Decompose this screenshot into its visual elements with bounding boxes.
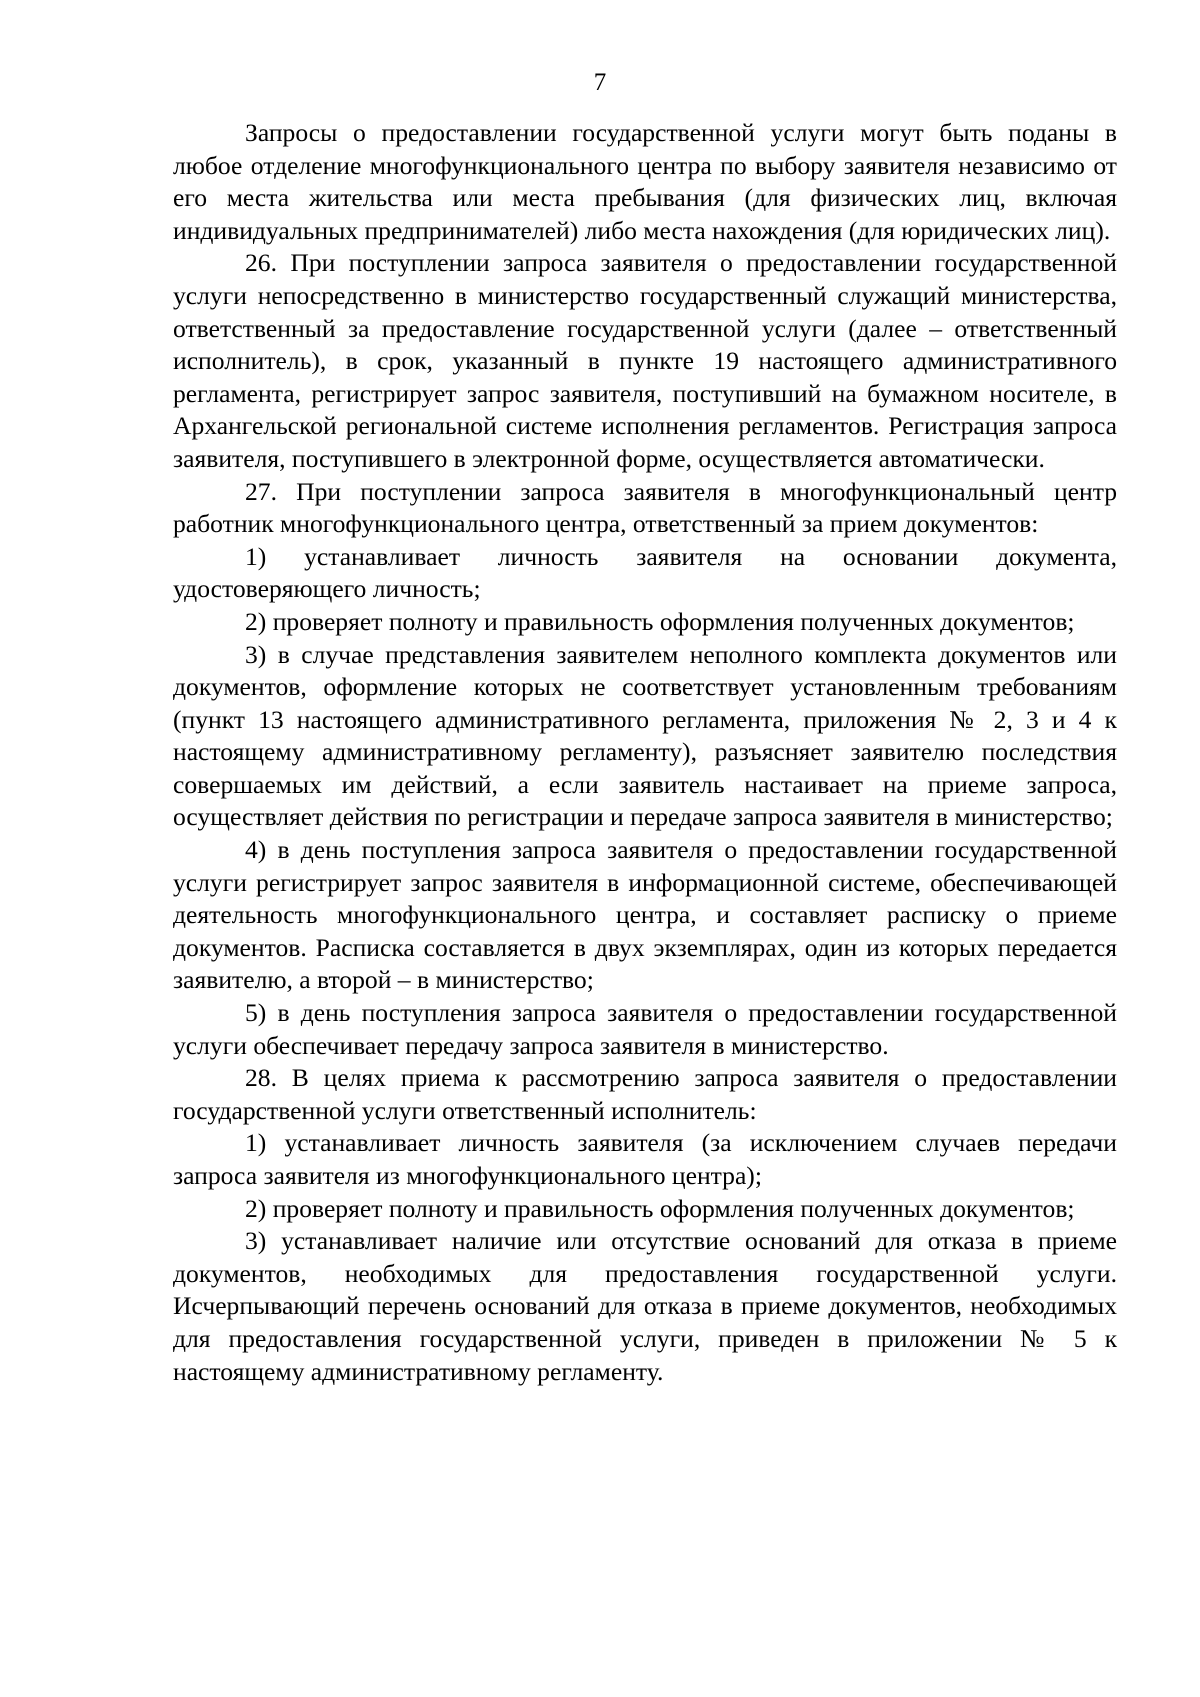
paragraph-27-item-2: 2) проверяет полноту и правильность оформления полученных документов;: [245, 606, 1075, 636]
paragraph-27-item-3: 3) в случае представления заявителем неполного комплекта документов или документов, оформление которых не соответствует установленным требованиям (пункт 13 настоящего административного регламента, приложения № 2, 3 и 4 к настоящему административному регламенту), разъясняет заявителю последствия совершаемых им действий, а если заявитель настаивает на приеме запроса, осуществляет действия по регистрации и передаче запроса заявителя в министерство;: [173, 639, 1117, 832]
paragraph-27-item-4: 4) в день поступления запроса заявителя о предоставлении государственной услуги регистрирует запрос заявителя в информационной системе, обеспечивающей деятельность многофункционального центра, и составляет расписку о приеме документов. Расписка составляется в двух экземплярах, один из которых передается заявителю, а второй – в министерство;: [173, 835, 1117, 995]
document-body: [173, 117, 1117, 1388]
paragraph-26: 26. При поступлении запроса заявителя о предоставлении государственной услуги непосредственно в министерство государственный служащий министерства, ответственный за предоставление государственной услуги (далее – ответственный исполнитель), в срок, указанный в пункте 19 настоящего административного регламента, регистрирует запрос заявителя, поступивший на бумажном носителе, в Архангельской региональной системе исполнения регламентов. Регистрация запроса заявителя, поступившего в электронной форме, осуществляется автоматически.: [173, 248, 1117, 473]
paragraph-28: 28. В целях приема к рассмотрению запроса заявителя о предоставлении государственной услуги ответственный исполнитель:: [173, 1063, 1117, 1125]
paragraph-27-item-1: 1) устанавливает личность заявителя на основании документа, удостоверяющего личность;: [173, 541, 1117, 604]
paragraph-28-item-3: 3) устанавливает наличие или отсутствие оснований для отказа в приеме документов, необходимых для предоставления государственной услуги. Исчерпывающий перечень оснований для отказа в приеме документов, необходимых для предоставления государственной услуги, приведен в приложении № 5 к настоящему административному регламенту.: [173, 1226, 1117, 1386]
page-number: 7: [593, 69, 607, 96]
paragraph-27-item-5: 5) в день поступления запроса заявителя о предоставлении государственной услуги обеспечивает передачу запроса заявителя в министерство.: [173, 998, 1117, 1060]
paragraph-28-item-1: 1) устанавливает личность заявителя (за исключением случаев передачи запроса заявителя из многофункционального центра);: [173, 1128, 1117, 1190]
paragraph-27: 27. При поступлении запроса заявителя в многофункциональный центр работник многофункционального центра, ответственный за прием документов:: [173, 476, 1117, 539]
paragraph-28-item-2: 2) проверяет полноту и правильность оформления полученных документов;: [245, 1193, 1075, 1223]
paragraph-intro: Запросы о предоставлении государственной услуги могут быть поданы в любое отделение многофункционального центра по выбору заявителя независимо от его места жительства или места пребывания (для физических лиц, включая индивидуальных предпринимателей) либо места нахождения (для юридических лиц).: [173, 118, 1117, 245]
